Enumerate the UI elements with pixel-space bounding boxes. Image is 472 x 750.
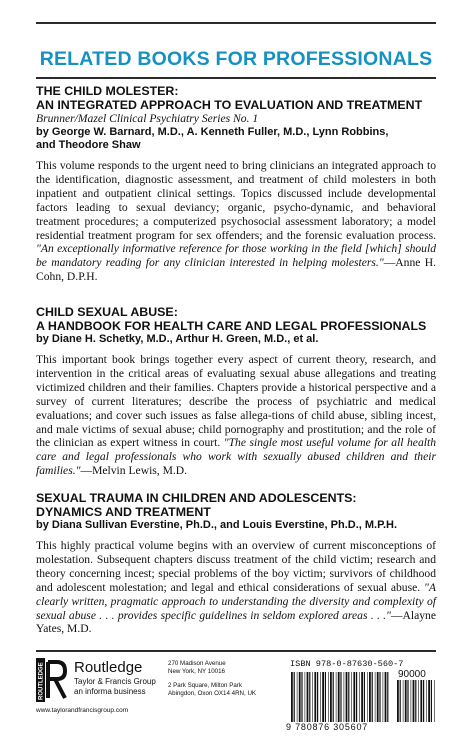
publisher-name: Routledge (74, 659, 143, 676)
logo-side-text: ROUTLEDGE (38, 662, 45, 700)
price-addon-number: 90000 (398, 669, 426, 680)
address-ny-line2: New York, NY 10016 (168, 668, 225, 675)
book-title-line1: SEXUAL TRAUMA IN CHILDREN AND ADOLESCENTS: (36, 491, 357, 505)
addon-barcode-icon (396, 680, 438, 722)
review-attribution: —Alayne Yates, M.D. (36, 608, 436, 636)
review-attribution: —Anne H. Cohn, D.P.H. (36, 256, 436, 284)
book-entry-child-sexual-abuse (36, 305, 436, 478)
description-text: This volume responds to the urgent need to bring clinicians an integrated approach to the identification, diagnostic assessment, and treatment of child molesters in both inpatient and outpatient clinical settings. Topics discussed include developmental factors leading to sexual deviancy; organic, psycho-dynamic, and behavioral treatment procedures; a computerized psychosocial assessment laboratory; a model residential treatment program for sex offenders; and the forensic evaluation process. (36, 159, 436, 242)
book-entry-sexual-trauma (36, 491, 436, 636)
barcode-number: 9 780876 305607 (286, 722, 369, 732)
review-attribution: —Melvin Lewis, M.D. (80, 464, 188, 478)
review-quote: "An exceptionally informative reference for those working in the field [which] should be mandatory reading for any clinician interested in helping molesters." (36, 242, 436, 270)
book-title-line2: AN INTEGRATED APPROACH TO EVALUATION AND TREATMENT (36, 98, 423, 112)
footer-rule (36, 650, 436, 652)
page-title: RELATED BOOKS FOR PROFESSIONALS (39, 48, 433, 70)
book-title-line2: A HANDBOOK FOR HEALTH CARE AND LEGAL PROFESSIONALS (36, 319, 427, 333)
publisher-addresses (168, 660, 256, 698)
routledge-logo-icon (36, 658, 68, 702)
description-text: This important book brings together every aspect of current theory, research, and intervention in the critical areas of evaluating sexual abuse allegations and treating victimized children and their families. Chapters provide a historical perspective and a survey of current literatures; describe the process of psychiatric and medical evaluations; and cover such issues as false allega-tions of child abuse, sibling incest, and male victims of sexual abuse; child pornography and prostitution; and the role of the clinician as expert witness in court. (36, 353, 436, 450)
book-description (36, 539, 436, 636)
isbn-text: ISBN 978-0-87630-560-7 (290, 659, 404, 669)
book-title-line2: DYNAMICS AND TREATMENT (36, 505, 211, 519)
review-quote: "A clearly written, pragmatic approach to understanding the diversity and complexity of sexual abuse . . . provides specific guidelines in seldom explored areas . . ." (36, 580, 436, 622)
isbn-barcode-icon (290, 672, 390, 722)
address-uk-line2: Abingdon, Oxon OX14 4RN, UK (168, 690, 257, 697)
header-top-rule (36, 22, 436, 24)
publisher-group: Taylor & Francis Group (74, 677, 156, 686)
address-ny-line1: 270 Madison Avenue (168, 660, 226, 667)
review-quote: "The single most useful volume for all health care and legal professionals who work with sexually abused children and their families." (36, 436, 436, 478)
book-series: Brunner/Mazel Clinical Psychiatry Series No. 1 (36, 112, 259, 125)
book-authors-line1: by George W. Barnard, M.D., A. Kenneth Fuller, M.D., Lynn Robbins, (36, 126, 389, 138)
book-authors-line1: by Diana Sullivan Everstine, Ph.D., and Louis Everstine, Ph.D., M.P.H. (36, 519, 398, 531)
header-bottom-rule (36, 77, 436, 79)
publisher-website: www.taylorandfrancisgroup.com (36, 707, 129, 714)
book-description (36, 159, 436, 284)
address-uk-line1: 2 Park Square, Milton Park (168, 682, 242, 689)
book-entry-child-molester (36, 84, 436, 284)
book-title-line1: THE CHILD MOLESTER: (36, 84, 179, 98)
publisher-tagline: an informa business (74, 687, 146, 696)
description-text: This highly practical volume begins with an overview of current misconceptions of molestation. Subsequent chapters discuss treatment of the child victim; research and theory concerning incest; special problems of the boy victim; survivors of childhood and adolescent molestation; and legal and ethical considerations of sexual abuse. (36, 539, 436, 594)
book-authors-line1: by Diane H. Schetky, M.D., Arthur H. Green, M.D., et al. (36, 333, 319, 345)
publisher-subtitle (74, 677, 156, 697)
book-title-line1: CHILD SEXUAL ABUSE: (36, 305, 178, 319)
book-authors-line2: and Theodore Shaw (36, 139, 141, 151)
book-description (36, 353, 436, 478)
